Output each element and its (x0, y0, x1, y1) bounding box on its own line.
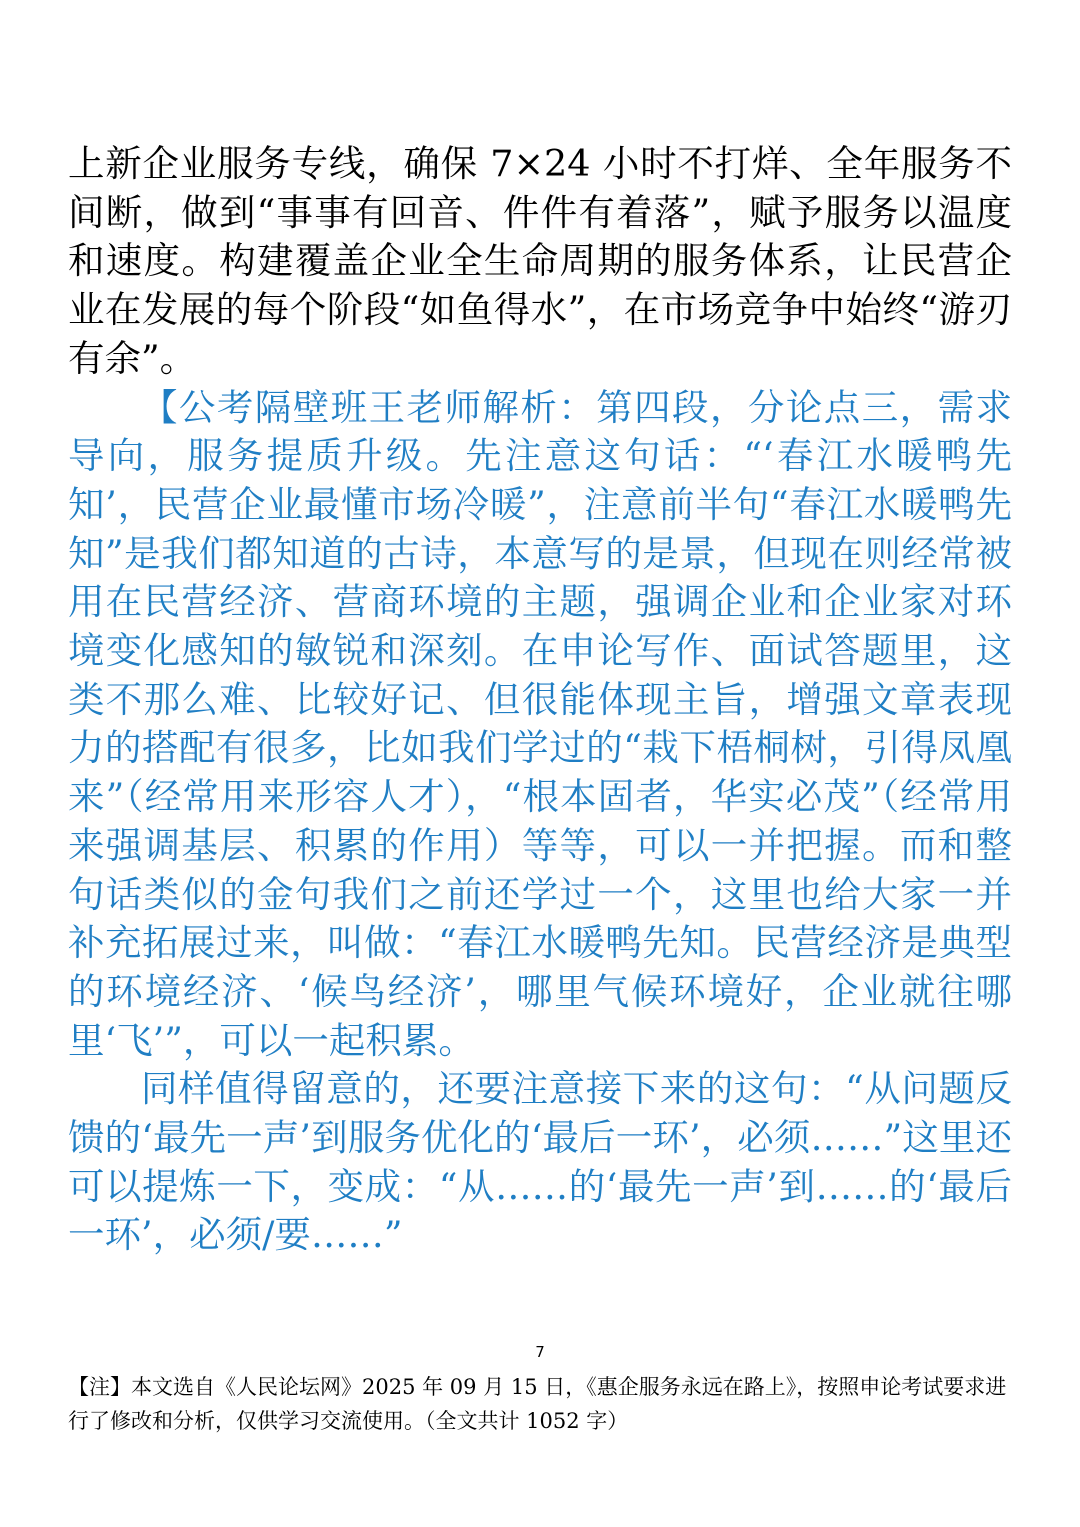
analysis-paragraph-continued: 同样值得留意的，还要注意接下来的这句：“从问题反馈的‘最先一声’到服务优化的‘最后一环’，必须……”这里还可以提炼一下，变成：“从……的‘最先一声’到……的‘最后一环’，必须/要……” (68, 1067, 1012, 1257)
analysis-paragraph: 【公考隔壁班王老师解析：第四段，分论点三，需求导向，服务提质升级。先注意这句话：“‘春江水暖鸭先知’，民营企业最懂市场冷暖”，注意前半句“春江水暖鸭先知”是我们都知道的古诗，本意写的是景，但现在则经常被用在民营经济、营商环境的主题，强调企业和企业家对环境变化感知的敏锐和深刻。在申论写作、面试答题里，这类不那么难、比较好记、但很能体现主旨，增强文章表现力的搭配有很多，比如我们学过的“栽下梧桐树，引得凤凰来”（经常用来形容人才），“根本固者，华实必茂”（经常用来强调基层、积累的作用）等等，可以一并把握。而和整句话类似的金句我们之前还学过一个，这里也给大家一并补充拓展过来，叫做：“春江水暖鸭先知。民营经济是典型的环境经济、‘候鸟经济’，哪里气候环境好，企业就往哪里‘飞’”，可以一起积累。 (68, 385, 1012, 1062)
document-body (68, 140, 1012, 1260)
page-number: 7 (535, 1343, 545, 1361)
footnote: 【注】本文选自《人民论坛网》2025 年 09 月 15 日，《惠企服务永远在路上》，按照申论考试要求进行了修改和分析，仅供学习交流使用。（全文共计 1052 字） (68, 1375, 1007, 1433)
body-paragraph-1: 上新企业服务专线，确保 7×24 小时不打烊、全年服务不间断，做到“事事有回音、件件有着落”，赋予服务以温度和速度。构建覆盖企业全生命周期的服务体系，让民营企业在发展的每个阶段“如鱼得水”，在市场竞争中始终“游刃有余”。 (68, 142, 1012, 380)
